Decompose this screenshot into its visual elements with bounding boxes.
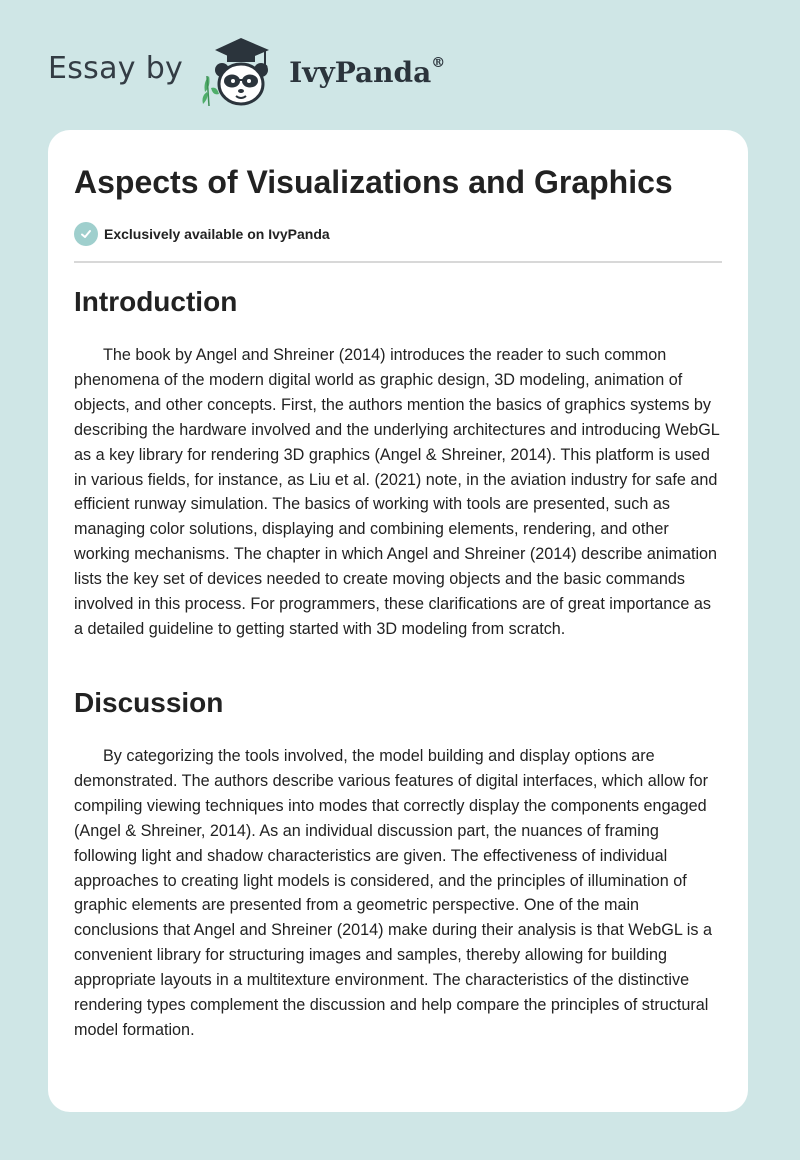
paragraph-introduction: The book by Angel and Shreiner (2014) introduces the reader to such common phenomena of the modern digital world as graphic design, 3D modeling, animation of objects, and other concepts. First, the authors mention the basics of graphics systems by describing the hardware involved and the underlying architectures and introducing WebGL as a key library for rendering 3D graphics (Angel & Shreiner, 2014). This platform is used in various fields, for instance, as Liu et al. (2021) note, in the aviation industry for safe and efficient runway simulation. The basics of working with tools are presented, such as managing color solutions, displaying and combining elements, rendering, and other working mechanisms. The chapter in which Angel and Shreiner (2014) describe animation lists the key set of devices needed to create moving objects and the basic commands involved in this process. For programmers, these clarifications are of great importance as a detailed guideline to getting started with 3D modeling from scratch. [74, 346, 720, 638]
essay-card [48, 130, 748, 1112]
section-heading-introduction: Introduction [74, 286, 238, 317]
registered-mark: ® [431, 55, 446, 72]
divider [74, 261, 722, 263]
check-icon [74, 222, 98, 246]
paragraph-discussion: By categorizing the tools involved, the model building and display options are demonstrated. The authors describe various features of digital interfaces, which allow for compiling viewing techniques into modes that correctly display the components engaged (Angel & Shreiner, 2014). As an individual discussion part, the nuances of framing following light and shadow characteristics are given. The effectiveness of individual approaches to creating light models is considered, and the principles of illumination of graphic elements are presented from a geometric perspective. One of the main conclusions that Angel and Shreiner (2014) make during their analysis is that WebGL is a convenient library for structuring images and samples, thereby allowing for building appropriate layouts in a multitexture environment. The characteristics of the distinctive rendering types complement the discussion and help compare the principles of structural model formation. [74, 747, 712, 1039]
essay-by-label: Essay by [48, 50, 184, 86]
brand-text: IvyPanda [289, 55, 432, 89]
panda-graduate-icon[interactable] [195, 36, 285, 108]
site-header [48, 36, 445, 108]
brand-name[interactable] [289, 56, 445, 89]
page-title: Aspects of Visualizations and Graphics [74, 164, 673, 200]
exclusive-label: Exclusively available on IvyPanda [104, 226, 330, 242]
exclusive-badge [74, 222, 330, 246]
section-heading-discussion: Discussion [74, 687, 224, 718]
